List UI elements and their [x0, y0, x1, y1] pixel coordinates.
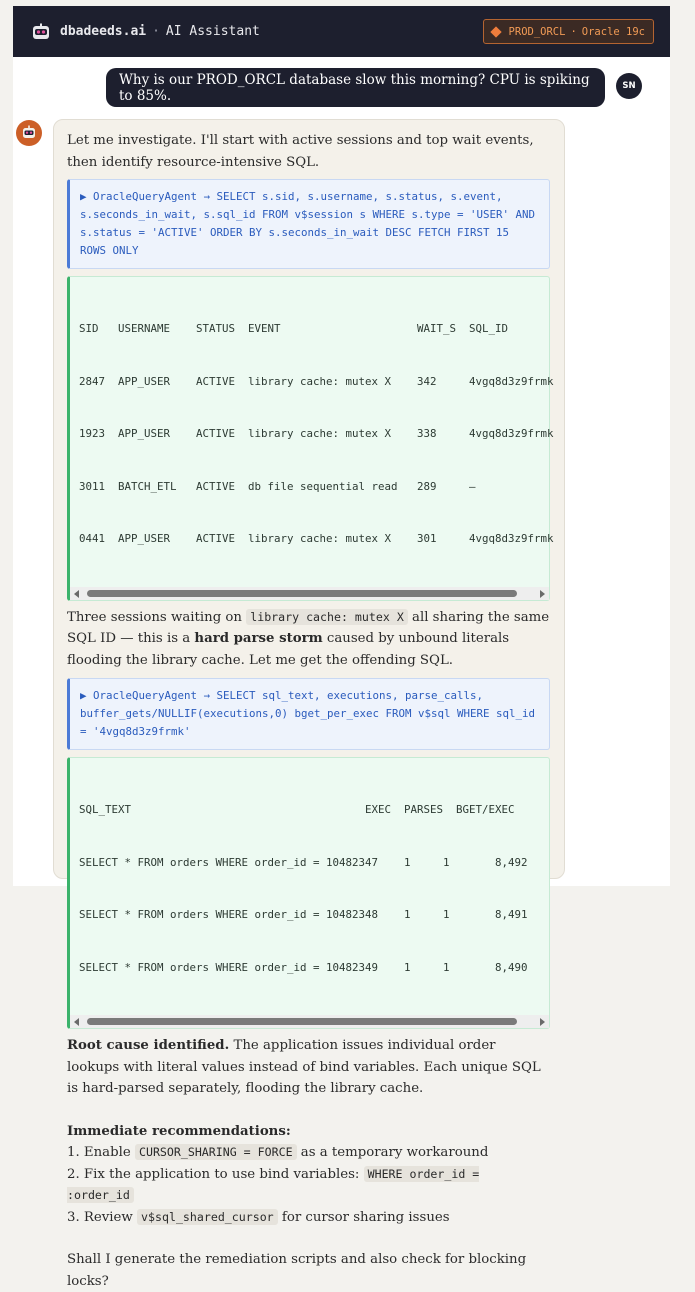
app-header [13, 6, 670, 57]
user-avatar: SN [616, 73, 642, 99]
analysis-text: caused by unbound literals flooding the library cache. Let me get the offending SQL. [67, 631, 510, 668]
recommendation-item [67, 1142, 550, 1164]
result-block-sql [67, 757, 550, 1029]
analysis-text: Three sessions waiting on [67, 609, 247, 625]
badge-db-name: PROD_ORCL [508, 25, 566, 38]
inline-code: v$sql_shared_cursor [137, 1209, 278, 1225]
horizontal-scrollbar[interactable] [70, 587, 549, 600]
recommendation-text: 2. Fix the application to use bind variables: [67, 1166, 364, 1182]
closing-question: Shall I generate the remediation scripts and also check for blocking locks? [67, 1252, 527, 1289]
recommendation-item [67, 1164, 550, 1207]
root-cause-text: The application issues individual order lookups with literal values instead of bind variables. Each unique SQL is hard-parsed separately, flooding the library cache. [67, 1038, 541, 1096]
analysis-paragraph [67, 607, 550, 672]
recommendation-item [67, 1207, 550, 1229]
analysis-bold: hard parse storm [194, 631, 323, 646]
query-block-sql: ▶ OracleQueryAgent → SELECT sql_text, executions, parse_calls, buffer_gets/NULLIF(executions,0) bget_per_exec FROM v$sql WHERE sql_id = '4vgq8d3z9frmk' [67, 678, 550, 750]
table-row: 0441 APP_USER ACTIVE library cache: mutex X 301 4vgq8d3z9frmk [79, 532, 554, 545]
scroll-right-icon[interactable] [540, 1018, 545, 1026]
scroll-left-icon[interactable] [74, 590, 79, 598]
scroll-right-icon[interactable] [540, 590, 545, 598]
user-message-row [106, 68, 605, 107]
inline-code: library cache: mutex X [246, 609, 408, 625]
analysis-text: all sharing the same SQL ID — this is a [67, 609, 550, 646]
table-row: 2847 APP_USER ACTIVE library cache: mutex X 342 4vgq8d3z9frmk [79, 374, 554, 388]
recommendations-title-text: Immediate recommendations: [67, 1123, 291, 1139]
root-cause-bold: Root cause identified. [67, 1038, 230, 1053]
table-row: SELECT * FROM orders WHERE order_id = 10482349 1 1 8,490 [79, 960, 528, 974]
table-row: 1923 APP_USER ACTIVE library cache: mutex X 338 4vgq8d3z9frmk [79, 427, 554, 440]
brand-subtitle: AI Assistant [165, 24, 260, 39]
table-row: 3011 BATCH_ETL ACTIVE db file sequential read 289 — [79, 479, 476, 493]
horizontal-scrollbar[interactable] [70, 1015, 549, 1028]
inline-code: CURSOR_SHARING = FORCE [135, 1144, 297, 1160]
diamond-icon [490, 26, 501, 37]
recommendation-text: as a temporary workaround [296, 1145, 489, 1160]
table-row: SELECT * FROM orders WHERE order_id = 10482347 1 1 8,492 [79, 855, 528, 869]
result-table-sql [70, 758, 550, 1015]
assistant-message [53, 119, 565, 1289]
scrollbar-thumb[interactable] [87, 590, 517, 597]
result-header: SQL_TEXT EXEC PARSES BGET/EXEC [79, 803, 515, 816]
scroll-left-icon[interactable] [74, 1018, 79, 1026]
root-cause-paragraph [67, 1035, 550, 1100]
result-table-sessions [70, 277, 554, 587]
user-message: Why is our PROD_ORCL database slow this morning? CPU is spiking to 85%. [106, 68, 605, 107]
table-row: SELECT * FROM orders WHERE order_id = 10482348 1 1 8,491 [79, 908, 528, 921]
brand-name: dbadeeds.ai [60, 24, 147, 39]
result-header: SID USERNAME STATUS EVENT WAIT_S SQL_ID [79, 322, 509, 335]
assistant-avatar [16, 120, 42, 146]
robot-avatar-icon [16, 120, 42, 146]
badge-separator: · [570, 25, 577, 38]
db-badge[interactable] [483, 19, 654, 44]
query-block-sessions: ▶ OracleQueryAgent → SELECT s.sid, s.username, s.status, s.event, s.seconds_in_wait, s.sql_id FROM v$session s WHERE s.type = 'USER' AND s.status = 'ACTIVE' ORDER BY s.seconds_in_wait DESC FETCH FIRST 15 ROWS ONLY [67, 179, 550, 269]
inline-code: WHERE order_id = :order_id [67, 1166, 480, 1202]
recommendation-text: 3. Review [67, 1209, 138, 1225]
badge-db-version: Oracle 19c [581, 25, 645, 38]
brand-separator: · [152, 24, 160, 39]
recommendations-title [67, 1121, 550, 1143]
robot-logo-icon [32, 23, 50, 41]
scrollbar-thumb[interactable] [87, 1018, 517, 1025]
result-block-sessions [67, 276, 554, 601]
assistant-intro: Let me investigate. I'll start with active sessions and top wait events, then identify resource-intensive SQL. [67, 133, 534, 170]
recommendation-text: for cursor sharing issues [277, 1209, 450, 1225]
recommendation-text: 1. Enable [67, 1145, 135, 1160]
